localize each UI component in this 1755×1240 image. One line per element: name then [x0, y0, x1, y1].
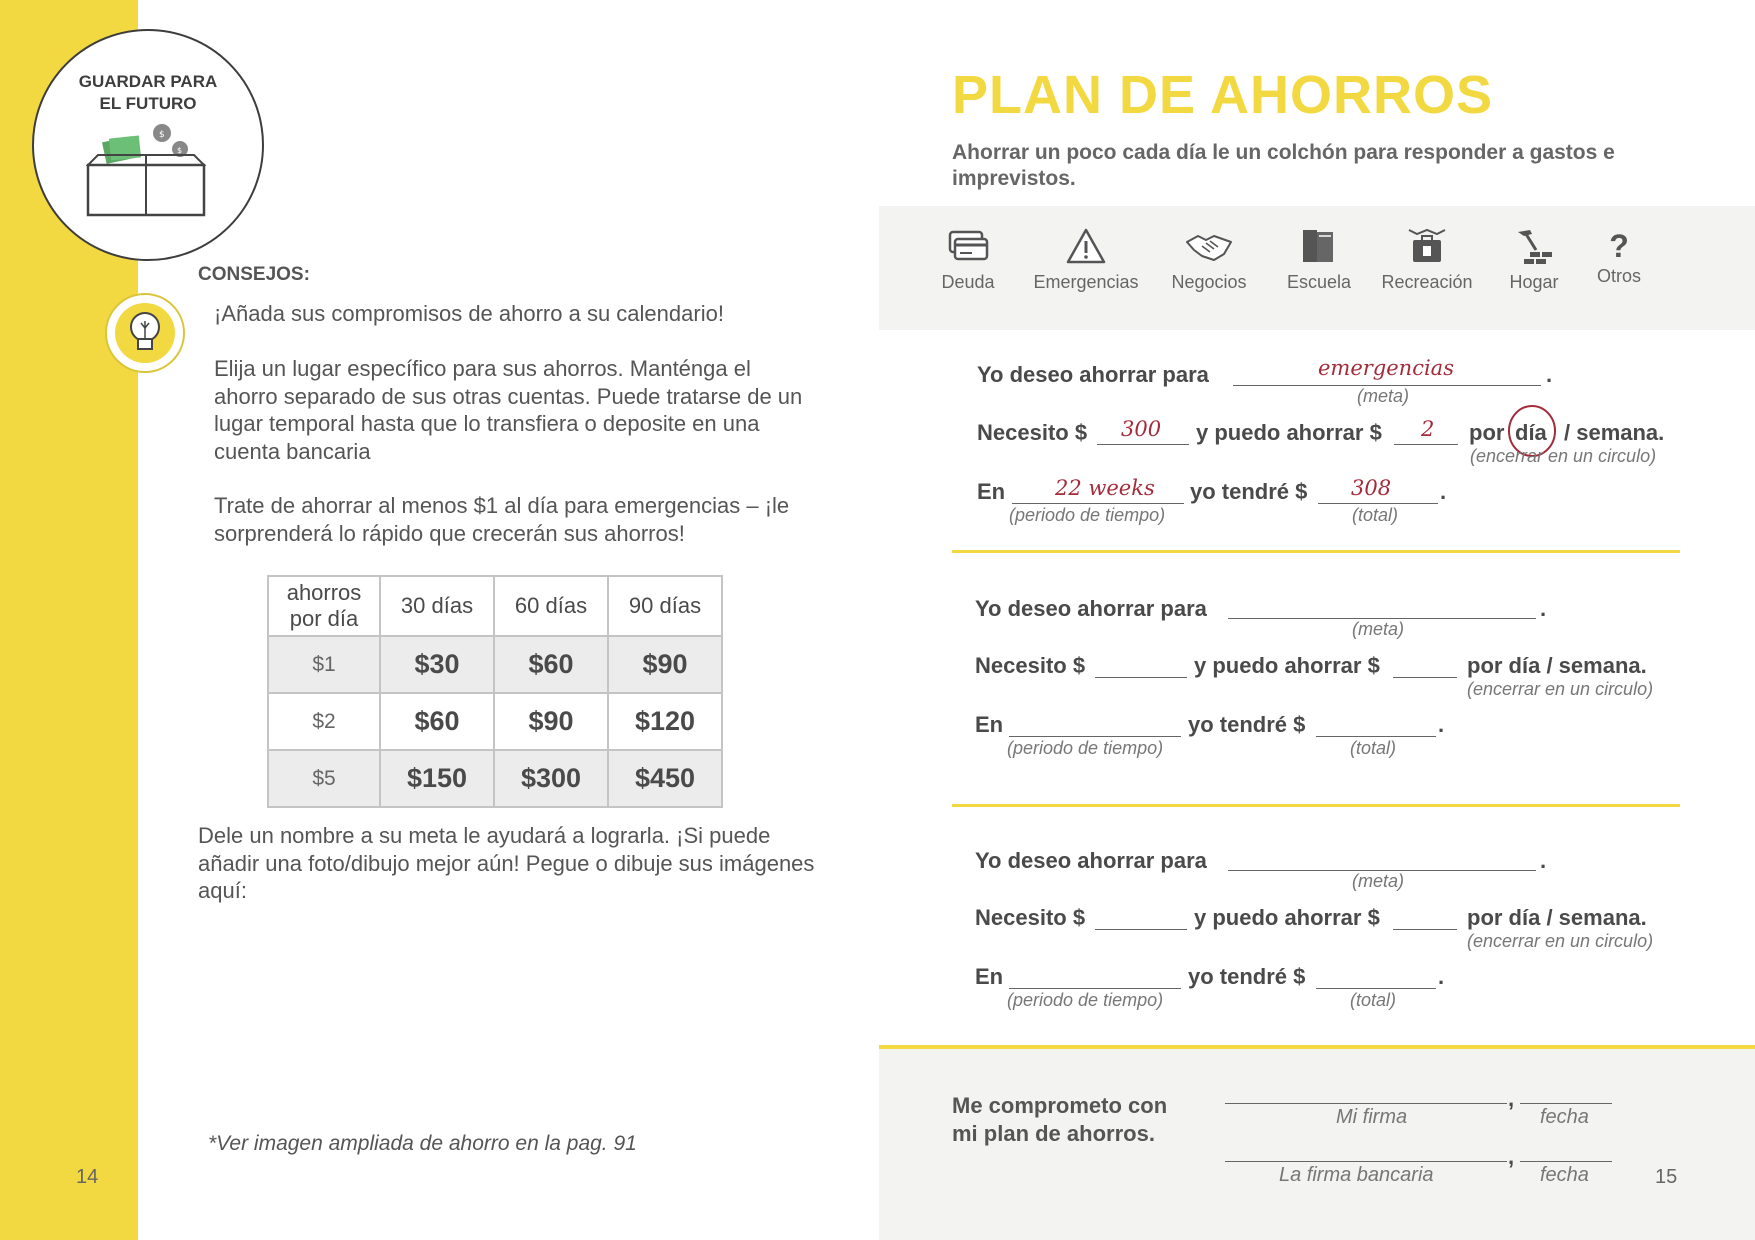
- lightbulb-icon: [105, 293, 185, 373]
- category-recreacion: [1372, 226, 1482, 293]
- per-day-blank[interactable]: [1393, 677, 1457, 678]
- category-label: Otros: [1596, 266, 1641, 286]
- circle-hint: (encerrar en un circulo): [1467, 931, 1654, 951]
- tip-place: Elija un lugar específico para sus ahorros. Manténga el ahorro separado de sus otras cuentas. Puede tratarse de un lugar temporal hasta que lo transfiera o deposite en una cuenta bancaria: [214, 356, 803, 464]
- savings-table: [267, 575, 723, 808]
- my-signature-caption: Mi firma: [1336, 1106, 1408, 1128]
- will-have-label: yo tendré $: [1190, 479, 1308, 504]
- luggage-icon: [1405, 226, 1449, 266]
- category-otros: [1564, 226, 1674, 287]
- meta-hint: (meta): [1352, 619, 1405, 639]
- table-header-row: [268, 576, 722, 636]
- total-hint: (total): [1350, 738, 1397, 758]
- period-blank[interactable]: [1012, 503, 1184, 504]
- total-blank[interactable]: [1316, 988, 1436, 989]
- bank-signature-line[interactable]: [1225, 1161, 1507, 1162]
- meta-hint: (meta): [1352, 871, 1405, 891]
- circle-hint: (encerrar en un circulo): [1467, 679, 1654, 699]
- table-cell: $1: [268, 636, 380, 693]
- need-blank[interactable]: [1097, 444, 1189, 445]
- period-handwritten: 22 weeks: [1055, 476, 1155, 500]
- en-label: En: [975, 712, 1004, 737]
- semana-option[interactable]: / semana.: [1564, 420, 1665, 445]
- period-blank[interactable]: [1009, 988, 1181, 989]
- want-save-label: Yo deseo ahorrar para: [975, 848, 1207, 873]
- por-label: por: [1469, 420, 1505, 445]
- goal-period: .: [1540, 848, 1547, 873]
- dia-option-circled[interactable]: día: [1515, 420, 1547, 445]
- can-save-label: y puedo ahorrar $: [1196, 420, 1382, 445]
- savings-box-icon: [86, 119, 216, 219]
- credit-card-icon: [946, 226, 990, 266]
- category-label: Recreación: [1381, 272, 1473, 292]
- meta-hint: (meta): [1357, 386, 1410, 406]
- category-deuda: [913, 226, 1023, 293]
- en-label: En: [975, 964, 1004, 989]
- need-label: Necesito $: [975, 653, 1086, 678]
- table-header: 60 días: [494, 576, 608, 636]
- circle-hint: (encerrar en un circulo): [1470, 446, 1657, 466]
- bank-signature-caption: La firma bancaria: [1279, 1164, 1434, 1186]
- form-divider: [952, 804, 1680, 807]
- category-escuela: [1264, 226, 1374, 293]
- total-period: .: [1438, 712, 1445, 737]
- want-save-label: Yo deseo ahorrar para: [977, 362, 1209, 387]
- table-cell: $300: [494, 750, 608, 807]
- can-save-label: y puedo ahorrar $: [1194, 653, 1380, 678]
- category-label: Escuela: [1286, 272, 1352, 292]
- badge-title-line2: EL FUTURO: [99, 94, 197, 113]
- goal-handwritten: emergencias: [1318, 356, 1454, 380]
- goal-period: .: [1540, 596, 1547, 621]
- table-cell: $5: [268, 750, 380, 807]
- form-divider: [952, 550, 1680, 553]
- books-icon: [1297, 226, 1341, 266]
- commitment-text: Me comprometo con mi plan de ahorros.: [952, 1093, 1168, 1146]
- signature-comma: ,: [1508, 1144, 1515, 1169]
- can-save-label: y puedo ahorrar $: [1194, 905, 1380, 930]
- total-blank[interactable]: [1316, 736, 1436, 737]
- category-negocios: [1154, 226, 1264, 293]
- table-cell: $60: [380, 693, 494, 750]
- goal-name-text: Dele un nombre a su meta le ayudará a lograrla. ¡Si puede añadir una foto/dibujo mejor aún! Pegue o dibuje sus imágenes aquí:: [198, 823, 815, 903]
- table-cell: $2: [268, 693, 380, 750]
- will-have-label: yo tendré $: [1188, 712, 1306, 737]
- svg-text:$: $: [159, 130, 165, 140]
- period-blank[interactable]: [1009, 736, 1181, 737]
- section-badge: [32, 29, 264, 261]
- footnote: *Ver imagen ampliada de ahorro en la pag. 91: [208, 1132, 637, 1155]
- table-cell: $60: [494, 636, 608, 693]
- page-subtitle: Ahorrar un poco cada día le un colchón para responder a gastos e imprevistos.: [952, 141, 1615, 190]
- period-hint: (periodo de tiempo): [1007, 738, 1164, 758]
- total-handwritten: 308: [1351, 476, 1392, 500]
- per-day-handwritten: 2: [1421, 417, 1435, 441]
- total-period: .: [1440, 479, 1447, 504]
- category-label: Emergencias: [1033, 272, 1139, 292]
- table-header: 30 días: [380, 576, 494, 636]
- goal-period: .: [1546, 362, 1553, 387]
- tips-heading: CONSEJOS:: [198, 264, 310, 285]
- will-have-label: yo tendré $: [1188, 964, 1306, 989]
- total-hint: (total): [1350, 990, 1397, 1010]
- page-number-left: 14: [76, 1166, 99, 1188]
- category-label: Negocios: [1171, 272, 1247, 292]
- question-mark-icon: ?: [1609, 228, 1629, 264]
- total-hint: (total): [1352, 505, 1399, 525]
- date-caption: fecha: [1540, 1164, 1589, 1186]
- signature-line[interactable]: [1225, 1103, 1507, 1104]
- per-day-blank[interactable]: [1394, 444, 1458, 445]
- badge-title: [34, 71, 262, 115]
- table-header: 90 días: [608, 576, 722, 636]
- hammer-bricks-icon: [1512, 226, 1556, 266]
- total-period: .: [1438, 964, 1445, 989]
- tip-calendar: ¡Añada sus compromisos de ahorro a su calendario!: [214, 301, 724, 326]
- total-blank[interactable]: [1318, 503, 1438, 504]
- table-cell: $90: [608, 636, 722, 693]
- period-hint: (periodo de tiempo): [1009, 505, 1166, 525]
- en-label: En: [977, 479, 1006, 504]
- need-handwritten: 300: [1121, 417, 1162, 441]
- category-label: Hogar: [1509, 272, 1559, 292]
- warning-icon: [1064, 226, 1108, 266]
- svg-text:$: $: [177, 146, 183, 155]
- per-day-week-option[interactable]: por día / semana.: [1467, 905, 1647, 930]
- need-blank[interactable]: [1095, 677, 1187, 678]
- handshake-icon: [1184, 226, 1234, 266]
- table-row: [268, 636, 722, 693]
- per-day-week-option[interactable]: por día / semana.: [1467, 653, 1647, 678]
- table-cell: $30: [380, 636, 494, 693]
- page-number-right: 15: [1655, 1166, 1678, 1188]
- category-label: Deuda: [941, 272, 995, 292]
- per-day-blank[interactable]: [1393, 929, 1457, 930]
- category-band: [879, 206, 1755, 330]
- table-cell: $90: [494, 693, 608, 750]
- table-cell: $150: [380, 750, 494, 807]
- signature-comma: ,: [1508, 1086, 1515, 1111]
- date-line[interactable]: [1520, 1103, 1612, 1104]
- badge-title-line1: GUARDAR PARA: [78, 72, 218, 91]
- table-row: [268, 693, 722, 750]
- table-header: ahorros por día: [268, 576, 380, 636]
- need-label: Necesito $: [977, 420, 1088, 445]
- period-hint: (periodo de tiempo): [1007, 990, 1164, 1010]
- category-emergencias: [1031, 226, 1141, 293]
- need-blank[interactable]: [1095, 929, 1187, 930]
- want-save-label: Yo deseo ahorrar para: [975, 596, 1207, 621]
- table-cell: $450: [608, 750, 722, 807]
- date-line[interactable]: [1520, 1161, 1612, 1162]
- table-row: [268, 750, 722, 807]
- page-title: PLAN DE AHORROS: [952, 65, 1494, 125]
- table-cell: $120: [608, 693, 722, 750]
- need-label: Necesito $: [975, 905, 1086, 930]
- tip-emergency: Trate de ahorrar al menos $1 al día para emergencias – ¡le sorprenderá lo rápido que crecerán sus ahorros!: [214, 493, 790, 546]
- date-caption: fecha: [1540, 1106, 1589, 1128]
